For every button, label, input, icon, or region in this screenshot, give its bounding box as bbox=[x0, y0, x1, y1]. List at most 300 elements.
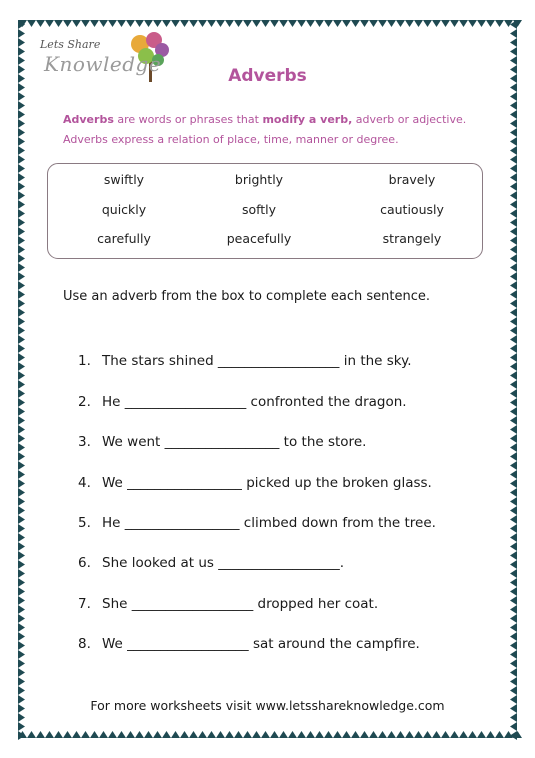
border-tooth bbox=[510, 587, 517, 596]
logo-text-line2: Knowledge bbox=[44, 52, 162, 76]
sentence-item bbox=[78, 515, 436, 531]
border-tooth bbox=[81, 731, 90, 738]
border-tooth bbox=[423, 20, 432, 27]
border-tooth bbox=[510, 650, 517, 659]
border-tooth bbox=[18, 227, 25, 236]
border-tooth bbox=[510, 92, 517, 101]
border-tooth bbox=[324, 731, 333, 738]
instruction-text: Use an adverb from the box to complete each sentence. bbox=[63, 289, 431, 304]
border-tooth bbox=[510, 623, 517, 632]
border-tooth bbox=[510, 731, 517, 740]
border-tooth bbox=[333, 731, 342, 738]
border-tooth bbox=[450, 731, 459, 738]
border-tooth bbox=[510, 173, 517, 182]
border-tooth bbox=[510, 497, 517, 506]
border-tooth bbox=[18, 515, 25, 524]
border-tooth bbox=[18, 533, 25, 542]
border-tooth bbox=[54, 20, 63, 27]
border-tooth bbox=[510, 560, 517, 569]
border-tooth bbox=[18, 524, 25, 533]
border-tooth bbox=[510, 191, 517, 200]
border-tooth bbox=[510, 47, 517, 56]
border-tooth bbox=[342, 20, 351, 27]
border-tooth bbox=[423, 731, 432, 738]
border-tooth bbox=[510, 515, 517, 524]
intro-line-1 bbox=[63, 110, 483, 130]
border-tooth bbox=[297, 731, 306, 738]
border-tooth bbox=[432, 731, 441, 738]
border-tooth bbox=[90, 20, 99, 27]
border-tooth bbox=[441, 731, 450, 738]
border-tooth bbox=[18, 155, 25, 164]
border-tooth bbox=[18, 299, 25, 308]
border-tooth bbox=[510, 452, 517, 461]
border-tooth bbox=[510, 353, 517, 362]
border-tooth bbox=[510, 470, 517, 479]
sentence-number: 6. bbox=[78, 555, 91, 571]
border-tooth bbox=[468, 20, 477, 27]
border-tooth bbox=[18, 137, 25, 146]
word-box bbox=[47, 163, 483, 259]
border-tooth bbox=[510, 542, 517, 551]
border-tooth bbox=[153, 20, 162, 27]
border-tooth bbox=[27, 20, 36, 27]
border-tooth bbox=[510, 506, 517, 515]
border-tooth bbox=[477, 20, 486, 27]
border-tooth bbox=[510, 227, 517, 236]
border-tooth bbox=[405, 731, 414, 738]
intro-part1: are words or phrases that bbox=[113, 113, 263, 126]
border-tooth bbox=[414, 731, 423, 738]
border-tooth bbox=[510, 245, 517, 254]
border-tooth bbox=[18, 281, 25, 290]
border-tooth bbox=[510, 722, 517, 731]
page-title: Adverbs bbox=[228, 66, 307, 86]
border-tooth bbox=[198, 20, 207, 27]
border-tooth bbox=[18, 119, 25, 128]
border-tooth bbox=[18, 290, 25, 299]
border-tooth bbox=[18, 506, 25, 515]
border-tooth bbox=[261, 20, 270, 27]
border-tooth bbox=[18, 254, 25, 263]
border-tooth bbox=[18, 722, 25, 731]
border-tooth bbox=[510, 155, 517, 164]
border-tooth bbox=[261, 731, 270, 738]
border-tooth bbox=[510, 299, 517, 308]
border-tooth bbox=[510, 308, 517, 317]
border-tooth bbox=[510, 290, 517, 299]
border-tooth bbox=[279, 731, 288, 738]
border-tooth bbox=[510, 443, 517, 452]
border-tooth bbox=[18, 650, 25, 659]
border-tooth bbox=[306, 731, 315, 738]
border-tooth bbox=[306, 20, 315, 27]
border-tooth bbox=[135, 731, 144, 738]
border-tooth bbox=[450, 20, 459, 27]
border-tooth bbox=[324, 20, 333, 27]
border-tooth bbox=[510, 596, 517, 605]
border-tooth bbox=[510, 200, 517, 209]
border-tooth bbox=[18, 110, 25, 119]
border-tooth bbox=[510, 551, 517, 560]
border-tooth bbox=[18, 326, 25, 335]
border-tooth bbox=[510, 119, 517, 128]
sentence-number: 3. bbox=[78, 434, 91, 450]
border-tooth bbox=[234, 20, 243, 27]
border-tooth bbox=[36, 20, 45, 27]
border-tooth bbox=[270, 20, 279, 27]
border-tooth bbox=[18, 470, 25, 479]
sentence-number: 2. bbox=[78, 394, 91, 410]
border-tooth bbox=[18, 551, 25, 560]
border-tooth bbox=[18, 272, 25, 281]
border-tooth bbox=[510, 479, 517, 488]
border-tooth bbox=[207, 731, 216, 738]
border-tooth bbox=[18, 29, 25, 38]
border-tooth bbox=[495, 20, 504, 27]
border-tooth bbox=[369, 20, 378, 27]
border-tooth bbox=[18, 200, 25, 209]
border-tooth bbox=[189, 731, 198, 738]
border-tooth bbox=[234, 731, 243, 738]
border-tooth bbox=[510, 398, 517, 407]
border-tooth bbox=[18, 542, 25, 551]
sentence-text: She looked at us __________________. bbox=[102, 555, 345, 571]
border-tooth bbox=[510, 569, 517, 578]
border-tooth bbox=[18, 236, 25, 245]
border-tooth bbox=[18, 443, 25, 452]
border-tooth bbox=[495, 731, 504, 738]
border-tooth bbox=[153, 731, 162, 738]
border-tooth bbox=[198, 731, 207, 738]
border-tooth bbox=[207, 20, 216, 27]
border-tooth bbox=[510, 686, 517, 695]
border-tooth bbox=[510, 146, 517, 155]
intro-lead: Adverbs bbox=[63, 113, 114, 126]
border-tooth bbox=[297, 20, 306, 27]
border-tooth bbox=[18, 218, 25, 227]
border-tooth bbox=[510, 668, 517, 677]
border-tooth bbox=[459, 731, 468, 738]
border-tooth bbox=[18, 560, 25, 569]
border-tooth bbox=[510, 182, 517, 191]
border-tooth bbox=[369, 731, 378, 738]
border-tooth bbox=[18, 56, 25, 65]
border-tooth bbox=[18, 434, 25, 443]
word-item: bravely bbox=[388, 172, 436, 187]
border-tooth bbox=[315, 731, 324, 738]
border-tooth bbox=[243, 731, 252, 738]
border-tooth bbox=[18, 128, 25, 137]
border-tooth bbox=[243, 20, 252, 27]
border-tooth bbox=[216, 20, 225, 27]
border-tooth bbox=[510, 110, 517, 119]
border-tooth bbox=[510, 614, 517, 623]
border-tooth bbox=[18, 488, 25, 497]
border-tooth bbox=[45, 20, 54, 27]
border-tooth bbox=[510, 254, 517, 263]
border-tooth bbox=[18, 209, 25, 218]
word-item: swiftly bbox=[103, 172, 145, 187]
word-item: strangely bbox=[382, 231, 442, 246]
border-tooth bbox=[510, 317, 517, 326]
border-tooth bbox=[45, 731, 54, 738]
border-tooth bbox=[99, 731, 108, 738]
border-tooth bbox=[18, 479, 25, 488]
border-tooth bbox=[18, 245, 25, 254]
footer-text: For more worksheets visit www.letsshareknowledge.com bbox=[90, 698, 445, 713]
border-tooth bbox=[288, 731, 297, 738]
border-tooth bbox=[18, 371, 25, 380]
border-tooth bbox=[342, 731, 351, 738]
border-tooth bbox=[510, 128, 517, 137]
sentence-text: We _________________ picked up the broken glass. bbox=[102, 475, 432, 491]
border-tooth bbox=[108, 731, 117, 738]
border-tooth bbox=[18, 623, 25, 632]
border-tooth bbox=[18, 146, 25, 155]
border-tooth bbox=[135, 20, 144, 27]
border-tooth bbox=[432, 20, 441, 27]
border-tooth bbox=[18, 731, 25, 740]
border-tooth bbox=[459, 20, 468, 27]
border-tooth bbox=[108, 20, 117, 27]
sentence-number: 5. bbox=[78, 515, 91, 531]
border-tooth bbox=[18, 182, 25, 191]
border-tooth bbox=[18, 308, 25, 317]
word-item: carefully bbox=[97, 231, 151, 246]
border-tooth bbox=[510, 236, 517, 245]
border-tooth bbox=[189, 20, 198, 27]
sentence-item bbox=[78, 555, 344, 571]
border-tooth bbox=[18, 317, 25, 326]
border-tooth bbox=[180, 731, 189, 738]
border-tooth bbox=[18, 596, 25, 605]
border-tooth bbox=[510, 677, 517, 686]
border-tooth bbox=[510, 632, 517, 641]
border-tooth bbox=[510, 434, 517, 443]
border-tooth bbox=[360, 731, 369, 738]
border-tooth bbox=[510, 29, 517, 38]
border-tooth bbox=[378, 20, 387, 27]
sentence-text: The stars shined __________________ in the sky. bbox=[102, 353, 412, 369]
border-tooth bbox=[510, 713, 517, 722]
border-tooth bbox=[18, 353, 25, 362]
border-tooth bbox=[405, 20, 414, 27]
border-tooth bbox=[510, 137, 517, 146]
border-tooth bbox=[18, 380, 25, 389]
border-tooth bbox=[279, 20, 288, 27]
border-tooth bbox=[510, 488, 517, 497]
border-tooth bbox=[351, 20, 360, 27]
sentence-text: We went _________________ to the store. bbox=[102, 434, 367, 450]
border-tooth bbox=[510, 425, 517, 434]
sentence-number: 8. bbox=[78, 636, 91, 652]
border-tooth bbox=[18, 344, 25, 353]
border-tooth bbox=[27, 731, 36, 738]
border-tooth bbox=[117, 731, 126, 738]
border-tooth bbox=[18, 641, 25, 650]
border-tooth bbox=[510, 101, 517, 110]
border-tooth bbox=[441, 20, 450, 27]
border-tooth bbox=[72, 20, 81, 27]
border-tooth bbox=[81, 20, 90, 27]
intro-part2: adverb or adjective. bbox=[352, 113, 467, 126]
sentence-number: 1. bbox=[78, 353, 91, 369]
border-tooth bbox=[126, 20, 135, 27]
border-tooth bbox=[18, 461, 25, 470]
border-tooth bbox=[18, 569, 25, 578]
border-tooth bbox=[36, 731, 45, 738]
word-item: peacefully bbox=[226, 231, 292, 246]
border-tooth bbox=[387, 731, 396, 738]
border-tooth bbox=[396, 20, 405, 27]
border-tooth bbox=[171, 20, 180, 27]
border-tooth bbox=[510, 416, 517, 425]
border-tooth bbox=[18, 191, 25, 200]
border-tooth bbox=[510, 344, 517, 353]
border-tooth bbox=[360, 20, 369, 27]
border-tooth bbox=[396, 731, 405, 738]
border-tooth bbox=[510, 461, 517, 470]
sentence-item bbox=[78, 475, 432, 491]
border-tooth bbox=[468, 731, 477, 738]
border-tooth bbox=[18, 335, 25, 344]
border-tooth bbox=[18, 677, 25, 686]
border-tooth bbox=[510, 533, 517, 542]
border-tooth bbox=[510, 335, 517, 344]
border-tooth bbox=[510, 263, 517, 272]
border-tooth bbox=[18, 659, 25, 668]
border-tooth bbox=[144, 731, 153, 738]
border-tooth bbox=[510, 209, 517, 218]
border-tooth bbox=[510, 281, 517, 290]
border-tooth bbox=[18, 398, 25, 407]
sentence-item bbox=[78, 353, 412, 369]
border-tooth bbox=[90, 731, 99, 738]
sentence-text: He _________________ climbed down from the tree. bbox=[102, 515, 436, 531]
word-item: brightly bbox=[234, 172, 284, 187]
sentence-item bbox=[78, 394, 407, 410]
border-tooth bbox=[18, 614, 25, 623]
border-tooth bbox=[18, 389, 25, 398]
intro-line-2: Adverbs express a relation of place, time, manner or degree. bbox=[63, 133, 399, 146]
border-tooth bbox=[18, 605, 25, 614]
border-tooth bbox=[315, 20, 324, 27]
border-tooth bbox=[510, 38, 517, 47]
border-tooth bbox=[510, 578, 517, 587]
word-item: quickly bbox=[101, 202, 147, 217]
sentence-item bbox=[78, 636, 420, 652]
border-tooth bbox=[18, 47, 25, 56]
border-tooth bbox=[18, 407, 25, 416]
border-tooth bbox=[126, 731, 135, 738]
border-tooth bbox=[18, 452, 25, 461]
border-tooth bbox=[18, 686, 25, 695]
sentence-text: We __________________ sat around the campfire. bbox=[102, 636, 420, 652]
sentence-number: 4. bbox=[78, 475, 91, 491]
sentence-number: 7. bbox=[78, 596, 91, 612]
border-tooth bbox=[18, 668, 25, 677]
border-tooth bbox=[270, 731, 279, 738]
border-tooth bbox=[351, 731, 360, 738]
word-item: cautiously bbox=[380, 202, 444, 217]
border-tooth bbox=[162, 731, 171, 738]
border-tooth bbox=[510, 362, 517, 371]
border-tooth bbox=[414, 20, 423, 27]
intro-text bbox=[63, 110, 483, 150]
border-tooth bbox=[510, 371, 517, 380]
border-tooth bbox=[510, 326, 517, 335]
border-tooth bbox=[144, 20, 153, 27]
border-tooth bbox=[180, 20, 189, 27]
border-tooth bbox=[99, 20, 108, 27]
border-tooth bbox=[510, 56, 517, 65]
border-tooth bbox=[18, 263, 25, 272]
sentence-item bbox=[78, 596, 378, 612]
border-tooth bbox=[252, 20, 261, 27]
border-tooth bbox=[510, 407, 517, 416]
border-tooth bbox=[54, 731, 63, 738]
border-tooth bbox=[18, 416, 25, 425]
border-tooth bbox=[117, 20, 126, 27]
border-tooth bbox=[510, 524, 517, 533]
border-tooth bbox=[72, 731, 81, 738]
logo-text-line1: Lets Share bbox=[40, 38, 101, 51]
border-tooth bbox=[252, 731, 261, 738]
border-tooth bbox=[486, 20, 495, 27]
border-tooth bbox=[63, 20, 72, 27]
border-tooth bbox=[18, 173, 25, 182]
border-tooth bbox=[510, 380, 517, 389]
border-tooth bbox=[18, 164, 25, 173]
border-tooth bbox=[225, 20, 234, 27]
border-tooth bbox=[18, 92, 25, 101]
border-tooth bbox=[288, 20, 297, 27]
border-tooth bbox=[18, 497, 25, 506]
border-tooth bbox=[333, 20, 342, 27]
border-tooth bbox=[510, 659, 517, 668]
border-tooth bbox=[171, 731, 180, 738]
border-tooth bbox=[18, 362, 25, 371]
border-tooth bbox=[510, 218, 517, 227]
border-tooth bbox=[162, 20, 171, 27]
border-tooth bbox=[510, 272, 517, 281]
border-tooth bbox=[18, 425, 25, 434]
border-tooth bbox=[18, 101, 25, 110]
border-tooth bbox=[216, 731, 225, 738]
border-tooth bbox=[510, 389, 517, 398]
border-tooth bbox=[477, 731, 486, 738]
border-tooth bbox=[225, 731, 234, 738]
border-tooth bbox=[510, 164, 517, 173]
border-tooth bbox=[510, 641, 517, 650]
border-tooth bbox=[378, 731, 387, 738]
sentence-text: He __________________ confronted the dragon. bbox=[102, 394, 407, 410]
border-tooth bbox=[387, 20, 396, 27]
border-tooth bbox=[18, 578, 25, 587]
border-tooth bbox=[18, 587, 25, 596]
border-tooth bbox=[18, 38, 25, 47]
border-tooth bbox=[63, 731, 72, 738]
intro-emph: modify a verb, bbox=[262, 113, 353, 126]
sentence-item bbox=[78, 434, 366, 450]
border-tooth bbox=[510, 605, 517, 614]
border-tooth bbox=[18, 632, 25, 641]
sentence-text: She __________________ dropped her coat. bbox=[102, 596, 379, 612]
border-tooth bbox=[486, 731, 495, 738]
border-tooth bbox=[18, 713, 25, 722]
word-item: softly bbox=[241, 202, 277, 217]
